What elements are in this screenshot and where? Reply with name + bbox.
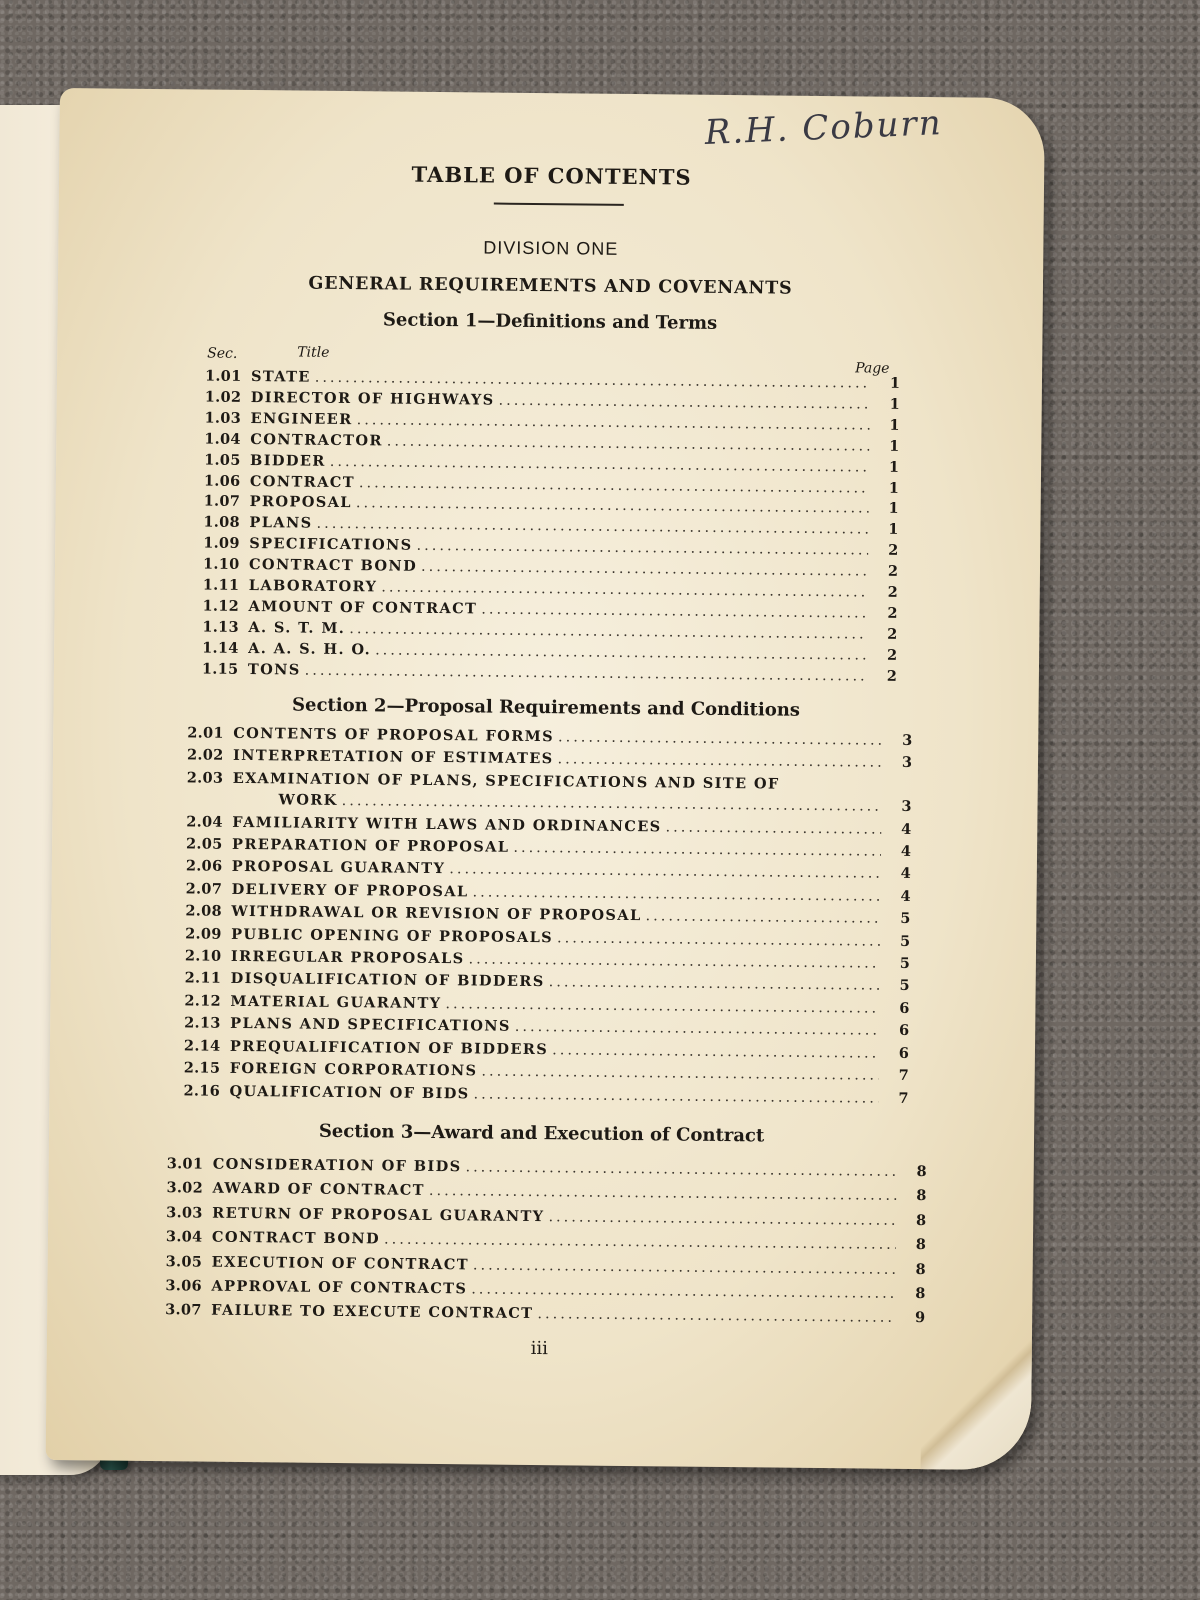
entry-page: 7	[898, 1089, 909, 1107]
entry-page: 1	[889, 416, 900, 434]
dot-leader	[552, 1040, 879, 1065]
entry-number: 3.04	[165, 1228, 203, 1246]
dot-leader	[513, 838, 881, 863]
entry-title: FAMILIARITY WITH LAWS AND ORDINANCES	[232, 813, 662, 835]
entry-page: 4	[901, 820, 912, 838]
page-title: TABLE OF CONTENTS	[411, 161, 692, 190]
entry-number: 2.16	[183, 1081, 221, 1100]
entry-page: 1	[888, 521, 899, 539]
entry-title: STATE	[250, 368, 311, 386]
entry-number: 2.13	[184, 1014, 221, 1033]
entry-title: LABORATORY	[248, 577, 378, 596]
entry-page: 1	[889, 437, 900, 455]
toc-list-section-2	[183, 722, 912, 1109]
dot-leader	[557, 928, 880, 953]
entry-number: 2.01	[187, 724, 224, 742]
entry-page: 2	[887, 562, 899, 580]
entry-page: 3	[901, 754, 913, 772]
entry-title: EXECUTION OF CONTRACT	[211, 1253, 470, 1273]
entry-title: BIDDER	[250, 451, 326, 470]
entry-title: ENGINEER	[250, 409, 353, 428]
column-header-sec: Sec.	[207, 345, 238, 362]
entry-page: 8	[916, 1163, 927, 1181]
entry-page: 8	[915, 1260, 926, 1278]
entry-title: FOREIGN CORPORATIONS	[229, 1059, 478, 1080]
entry-title: PROPOSAL GUARANTY	[231, 858, 446, 878]
entry-number: 1.15	[201, 660, 239, 678]
entry-title: WORK	[278, 791, 338, 810]
entry-title: FAILURE TO EXECUTE CONTRACT	[211, 1302, 534, 1323]
entry-number: 1.09	[203, 534, 240, 553]
entry-page: 1	[888, 479, 899, 497]
section-heading-1: Section 1—Definitions and Terms	[382, 309, 718, 334]
entry-number: 2.10	[184, 947, 222, 965]
entry-page: 4	[900, 865, 911, 883]
entry-number: 3.03	[166, 1203, 203, 1222]
entry-page: 6	[898, 1044, 910, 1062]
entry-number: 1.04	[204, 430, 241, 448]
entry-page: 2	[887, 625, 898, 643]
entry-title: DISQUALIFICATION OF BIDDERS	[230, 970, 545, 991]
section-heading-2: Section 2—Proposal Requirements and Conditions	[291, 694, 801, 721]
entry-number: 2.08	[185, 902, 222, 920]
entry-number: 1.12	[202, 597, 240, 615]
entry-page: 5	[899, 977, 910, 995]
entry-number: 2.07	[185, 880, 223, 898]
dot-leader	[645, 906, 880, 930]
entry-page: 2	[887, 604, 898, 622]
entry-page: 6	[898, 1022, 910, 1040]
entry-title: IRREGULAR PROPOSALS	[230, 947, 465, 968]
entry-number: 2.02	[186, 746, 224, 765]
entry-page: 2	[886, 646, 898, 664]
entry-title: PROPOSAL	[249, 493, 353, 512]
entry-number: 1.01	[204, 367, 242, 385]
entry-number: 1.03	[204, 409, 242, 427]
entry-number: 1.06	[203, 472, 241, 490]
entry-number: 2.03	[186, 769, 224, 787]
entry-title: AWARD OF CONTRACT	[212, 1180, 425, 1200]
entry-number: 1.02	[204, 388, 242, 406]
entry-title: PUBLIC OPENING OF PROPOSALS	[231, 925, 554, 946]
entry-title: CONTRACT BOND	[248, 556, 418, 575]
entry-page: 1	[888, 500, 899, 518]
dot-leader	[537, 1304, 895, 1331]
entry-page: 8	[916, 1211, 927, 1229]
dot-leader	[548, 1206, 896, 1233]
entry-number: 2.15	[183, 1059, 221, 1077]
division-heading: DIVISION ONE	[483, 237, 619, 259]
entry-number: 3.06	[165, 1277, 203, 1295]
entry-title: MATERIAL GUARANTY	[230, 992, 442, 1012]
entry-title: QUALIFICATION OF BIDS	[229, 1082, 470, 1102]
entry-page: 1	[888, 458, 900, 476]
entry-page: 8	[915, 1236, 927, 1254]
entry-page: 5	[899, 954, 910, 973]
entry-title: CONTRACT BOND	[211, 1228, 381, 1248]
entry-number: 3.02	[166, 1179, 204, 1197]
handwritten-signature: R.H. Coburn	[703, 103, 944, 153]
entry-title: A. S. T. M.	[248, 618, 346, 637]
entry-title: DELIVERY OF PROPOSAL	[231, 880, 469, 901]
entry-number: 2.11	[184, 969, 222, 988]
entry-page: 9	[914, 1309, 926, 1327]
column-header-page: Page	[855, 360, 890, 377]
entry-page: 6	[899, 999, 910, 1017]
entry-page: 2	[887, 583, 898, 601]
entry-title: APPROVAL OF CONTRACTS	[211, 1277, 468, 1298]
division-title: GENERAL REQUIREMENTS AND COVENANTS	[308, 273, 793, 299]
entry-number: 3.07	[165, 1301, 202, 1319]
entry-page: 5	[900, 910, 911, 928]
toc-list-section-1	[202, 367, 900, 688]
entry-title: RETURN OF PROPOSAL GUARANTY	[212, 1204, 545, 1225]
entry-page: 7	[898, 1066, 909, 1085]
entry-title: PLANS AND SPECIFICATIONS	[230, 1015, 511, 1036]
entry-title: CONSIDERATION OF BIDS	[212, 1155, 462, 1176]
entry-page: 4	[900, 842, 912, 860]
dot-leader	[549, 973, 880, 998]
entry-title: PREPARATION OF PROPOSAL	[231, 835, 510, 856]
entry-page: 4	[900, 887, 911, 905]
entry-title: A. A. S. H. O.	[248, 639, 372, 659]
entry-number: 2.05	[186, 835, 223, 853]
entry-title: PLANS	[249, 514, 313, 533]
dot-leader	[449, 860, 881, 886]
dot-leader	[465, 1156, 896, 1184]
column-header-title: Title	[297, 344, 330, 361]
entry-title: EXAMINATION OF PLANS, SPECIFICATIONS AND SITE OF	[232, 769, 780, 793]
section-heading-3: Section 3—Award and Execution of Contract	[318, 1120, 765, 1147]
entry-number: 1.13	[202, 618, 239, 636]
page-number: iii	[530, 1337, 549, 1360]
entry-title: SPECIFICATIONS	[249, 535, 413, 554]
dot-leader	[481, 1062, 878, 1088]
entry-number: 2.09	[185, 925, 222, 943]
entry-page: 2	[888, 541, 899, 560]
entry-number: 1.07	[203, 492, 241, 511]
entry-page: 8	[916, 1187, 927, 1205]
entry-number: 2.04	[186, 812, 223, 831]
entry-page: 3	[901, 798, 912, 816]
entry-page: 8	[915, 1285, 926, 1303]
toc-page	[46, 88, 1045, 1470]
entry-title: PREQUALIFICATION OF BIDDERS	[229, 1037, 549, 1058]
entry-page: 1	[889, 395, 900, 413]
entry-page: 3	[902, 731, 913, 749]
entry-number: 1.14	[202, 639, 239, 657]
entry-page: 5	[899, 932, 911, 950]
entry-title: AMOUNT OF CONTRACT	[248, 597, 478, 618]
dot-leader	[665, 817, 881, 841]
dot-leader	[558, 727, 882, 752]
entry-number: 1.08	[203, 513, 241, 532]
entry-title: CONTENTS OF PROPOSAL FORMS	[233, 724, 555, 746]
toc-list-section-3	[165, 1152, 927, 1331]
entry-number: 3.01	[166, 1155, 204, 1173]
entry-title: INTERPRETATION OF ESTIMATES	[232, 747, 554, 768]
entry-number: 1.10	[202, 555, 240, 574]
entry-number: 2.12	[184, 992, 222, 1010]
dot-leader	[473, 1084, 878, 1110]
entry-number: 1.11	[202, 576, 240, 594]
entry-title: CONTRACT	[249, 472, 356, 491]
entry-number: 3.05	[165, 1252, 203, 1271]
entry-title: CONTRACTOR	[250, 430, 383, 450]
dot-leader	[473, 1254, 896, 1282]
entry-title: WITHDRAWAL OR REVISION OF PROPOSAL	[231, 903, 642, 925]
entry-title: TONS	[247, 660, 301, 679]
title-rule	[494, 203, 624, 206]
entry-number: 2.14	[183, 1037, 221, 1055]
dot-leader	[481, 600, 867, 624]
dot-leader	[515, 1017, 880, 1042]
entry-title: DIRECTOR OF HIGHWAYS	[250, 388, 495, 409]
entry-page: 2	[886, 667, 897, 685]
entry-page: 1	[889, 374, 901, 392]
entry-number: 1.05	[204, 451, 241, 469]
page-corner-crease	[921, 1339, 1032, 1470]
dot-leader	[471, 1278, 895, 1306]
entry-number: 2.06	[185, 857, 223, 876]
dot-leader	[498, 392, 869, 416]
